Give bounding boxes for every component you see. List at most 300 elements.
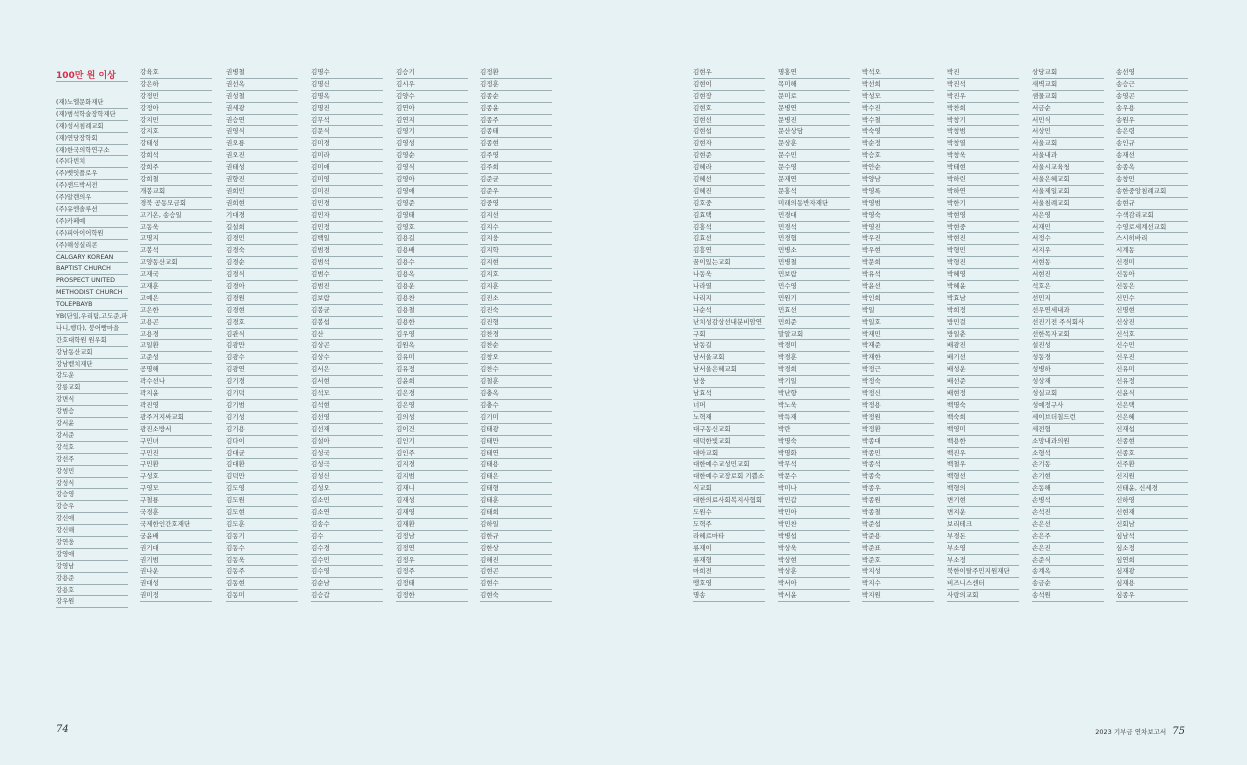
donor-name: 문재연 xyxy=(778,174,850,186)
donor-name: 말알교회 xyxy=(778,329,850,341)
donor-name: 박현영 xyxy=(947,210,1019,222)
donor-name: 김민정 xyxy=(311,222,383,234)
donor-name: 강지민 xyxy=(140,115,212,127)
donor-name: 박진우 xyxy=(947,91,1019,103)
donor-name: 김윤희 xyxy=(396,376,468,388)
donor-name: 김성오 xyxy=(311,483,383,495)
donor-name: 김상수 xyxy=(311,352,383,364)
donor-name: 길설희 xyxy=(226,222,298,234)
donor-name: 김현장 xyxy=(693,91,765,103)
donor-name: (주)벳잇플로우 xyxy=(56,168,128,180)
donor-name: 김기미 xyxy=(480,412,552,424)
donor-name: 세전협 xyxy=(1032,424,1104,436)
donor-name: 박안순 xyxy=(862,162,934,174)
donor-name: 박종대 xyxy=(862,436,934,448)
donor-name: 김현이 xyxy=(693,79,765,91)
donor-name: 강지호 xyxy=(140,126,212,138)
donor-name: 김태희 xyxy=(480,507,552,519)
donor-name: 스시히바리 xyxy=(1116,233,1188,245)
donor-name: 신윤식 xyxy=(1116,388,1188,400)
donor-name: 박무석 xyxy=(778,459,850,471)
donor-name: 김홍석 xyxy=(693,222,765,234)
donor-name: 구영모 xyxy=(140,483,212,495)
donor-name: 김효택 xyxy=(693,210,765,222)
donor-name: 김주희 xyxy=(480,162,552,174)
org-column xyxy=(56,97,128,608)
donor-name: 송승근 xyxy=(1116,79,1188,91)
donor-name: 심남석 xyxy=(1116,531,1188,543)
donor-name: 박태현 xyxy=(947,162,1019,174)
donor-name: 김태형 xyxy=(480,483,552,495)
donor-name: 김정훈 xyxy=(480,79,552,91)
donor-name: 방일춘 xyxy=(947,329,1019,341)
donor-name: 서울은혜교회 xyxy=(1032,174,1104,186)
donor-name: 박현중 xyxy=(947,222,1019,234)
donor-name: 백철우 xyxy=(947,459,1019,471)
donor-name: 강신해 xyxy=(56,525,128,537)
donor-name: 박지수 xyxy=(862,578,934,590)
donor-name: 김소민 xyxy=(311,495,383,507)
donor-name: 김주영 xyxy=(480,150,552,162)
donor-name: 김봉균 xyxy=(311,305,383,317)
donor-name: 박하린 xyxy=(947,174,1019,186)
donor-name: 김원옥 xyxy=(396,340,468,352)
donor-name: 식교회 xyxy=(693,483,765,495)
donor-name: 김명신 xyxy=(311,79,383,91)
donor-name: 대한의료사회복지사협회 xyxy=(693,495,765,507)
donor-name: 박진석 xyxy=(947,79,1019,91)
donor-name: 고준성 xyxy=(140,352,212,364)
donor-name: 김우영 xyxy=(396,329,468,341)
left-page-number: 74 xyxy=(56,724,69,735)
donor-name: 강승우 xyxy=(56,501,128,513)
donor-name: 김송수 xyxy=(311,519,383,531)
donor-name: 김명옥 xyxy=(311,91,383,103)
donor-name: 박한기 xyxy=(947,198,1019,210)
donor-name: 김도현 xyxy=(226,507,298,519)
donor-name: 김대균 xyxy=(226,448,298,460)
donor-name: 난치성감상선내분비암연 xyxy=(693,317,765,329)
donor-name: 김순남 xyxy=(311,578,383,590)
donor-name: 권기범 xyxy=(140,555,212,567)
donor-name: 김준균 xyxy=(480,174,552,186)
donor-name: 김동수 xyxy=(226,543,298,555)
donor-name: 김현선 xyxy=(693,115,765,127)
footer-report-title xyxy=(1095,726,1185,737)
donor-name: 노혁재 xyxy=(693,412,765,424)
donor-name: 배광진 xyxy=(947,340,1019,352)
donor-name: 송창민 xyxy=(1116,174,1188,186)
left-col-2 xyxy=(311,67,383,602)
donor-name: 김문식 xyxy=(311,126,383,138)
donor-name: 김동기 xyxy=(226,531,298,543)
donor-name: 권향진 xyxy=(226,174,298,186)
donor-name: 구성호 xyxy=(140,471,212,483)
donor-name: 김보람 xyxy=(311,293,383,305)
donor-name: 김은영 xyxy=(396,400,468,412)
donor-name: (재)성서침례교회 xyxy=(56,121,128,133)
donor-name: 강도운 xyxy=(56,370,128,382)
donor-name: 수영로세계선교회 xyxy=(1116,222,1188,234)
donor-name: 송한중앙침례교회 xyxy=(1116,186,1188,198)
donor-name: 신종호 xyxy=(1116,448,1188,460)
donor-name: 김종순 xyxy=(480,91,552,103)
donor-name: 김명수 xyxy=(311,67,383,79)
donor-name: 박성모 xyxy=(862,91,934,103)
donor-name: 궁윤배 xyxy=(140,531,212,543)
donor-name: 박숙영 xyxy=(862,126,934,138)
donor-name: 손준식 xyxy=(1032,555,1104,567)
donor-name: 손기현 xyxy=(1032,471,1104,483)
donor-name: 김민자 xyxy=(311,210,383,222)
donor-name: 고봉석 xyxy=(140,245,212,257)
donor-name: 박영범 xyxy=(862,198,934,210)
donor-name: 김준우 xyxy=(480,186,552,198)
donor-name: 박우진 xyxy=(862,233,934,245)
donor-name: 김태용 xyxy=(480,459,552,471)
donor-name: 김한상 xyxy=(480,543,552,555)
donor-name: 박종철 xyxy=(862,507,934,519)
donor-name: 박영숙 xyxy=(862,210,934,222)
donor-name: (주)유엔솔루션 xyxy=(56,204,128,216)
donor-name: 김이건 xyxy=(396,424,468,436)
left-col-0 xyxy=(140,67,212,602)
donor-name: 김용수 xyxy=(396,257,468,269)
donor-name: 고명지 xyxy=(140,233,212,245)
donor-name: 김동욱 xyxy=(226,555,298,567)
donor-name: 권희민 xyxy=(226,186,298,198)
donor-name: 김경순 xyxy=(226,257,298,269)
donor-name: 라헤르마타 xyxy=(693,531,765,543)
donor-name: 김광만 xyxy=(226,340,298,352)
donor-name: 서금순 xyxy=(1032,103,1104,115)
donor-name: 박하연 xyxy=(947,186,1019,198)
donor-name: 민경석 xyxy=(778,222,850,234)
donor-name: 명송 xyxy=(693,590,765,602)
donor-name: 김혜진 xyxy=(693,186,765,198)
donor-name: 김태연 xyxy=(480,448,552,460)
donor-name: 신재섭 xyxy=(1116,424,1188,436)
donor-name: 김선영 xyxy=(311,412,383,424)
donor-name: 기대경 xyxy=(226,210,298,222)
donor-name: 신태윤, 신세경 xyxy=(1116,483,1188,495)
donor-name: 강범승 xyxy=(56,406,128,418)
donor-name: 송계옥 xyxy=(1032,566,1104,578)
donor-name: 강육호 xyxy=(140,67,212,79)
donor-name: 강정아 xyxy=(140,103,212,115)
donor-name: 변지운 xyxy=(947,507,1019,519)
donor-name: 박상욱 xyxy=(778,543,850,555)
donor-name: 박민찬 xyxy=(778,519,850,531)
donor-name: 손동해 xyxy=(1032,483,1104,495)
donor-name: 김수영 xyxy=(311,566,383,578)
donor-name: 김기덕 xyxy=(226,388,298,400)
donor-name: 김대환 xyxy=(226,459,298,471)
donor-name: 문수민 xyxy=(778,150,850,162)
donor-name: 김성국 xyxy=(311,448,383,460)
donor-name: 소망내과의원 xyxy=(1032,436,1104,448)
donor-name: 부소정 xyxy=(947,555,1019,567)
donor-name: 곽진영 xyxy=(140,400,212,412)
report-title: 2023 기부금 연차보고서 xyxy=(1095,728,1167,736)
donor-name: 송영곤 xyxy=(1116,91,1188,103)
donor-name: 비즈니스센터 xyxy=(947,578,1019,590)
donor-name: 박창열 xyxy=(947,138,1019,150)
donor-name: 배현정 xyxy=(947,388,1019,400)
donor-name: 고재훈 xyxy=(140,281,212,293)
donor-name: 신유정 xyxy=(1116,376,1188,388)
donor-name: 부경돈 xyxy=(947,531,1019,543)
donor-name: 박종우 xyxy=(862,483,934,495)
donor-name: 김재성 xyxy=(396,495,468,507)
donor-name: 국제한인간호재단 xyxy=(140,519,212,531)
donor-name: 김연아 xyxy=(396,103,468,115)
donor-name: 김양수 xyxy=(396,91,468,103)
donor-name: 김도원 xyxy=(226,495,298,507)
donor-name: 김지학 xyxy=(480,245,552,257)
donor-name: 강성식 xyxy=(56,478,128,490)
donor-name: 북한이탈주민지원재단 xyxy=(947,566,1019,578)
donor-name: 강용준 xyxy=(56,573,128,585)
donor-name: 김미라 xyxy=(311,150,383,162)
donor-name: YB(단일,우리팀,고도준,파 xyxy=(56,311,128,323)
donor-name: 성예정구사 xyxy=(1032,400,1104,412)
donor-name: 김찬경 xyxy=(480,329,552,341)
donor-name: 신우진 xyxy=(1116,352,1188,364)
donor-name: 구민환 xyxy=(140,459,212,471)
donor-name: CALGARY KOREAN xyxy=(56,252,128,264)
donor-name: 박준호 xyxy=(862,555,934,567)
donor-name: 박창기 xyxy=(947,115,1019,127)
donor-name: 김범수 xyxy=(311,269,383,281)
donor-name: 나동욱 xyxy=(693,269,765,281)
donor-name: 미래의동반자재단 xyxy=(778,198,850,210)
donor-name: 김지훈 xyxy=(480,281,552,293)
donor-name: 신유미 xyxy=(1116,364,1188,376)
donor-name: 박정환 xyxy=(862,424,934,436)
donor-name: 김용찬 xyxy=(396,293,468,305)
donor-name: 박혜윤 xyxy=(947,281,1019,293)
donor-name: 박재한 xyxy=(862,352,934,364)
donor-name: 김광연 xyxy=(226,364,298,376)
donor-name: 대덕한빛교회 xyxy=(693,436,765,448)
donor-name: 김영아 xyxy=(396,174,468,186)
donor-name: 김기범 xyxy=(226,400,298,412)
donor-name: 신지원 xyxy=(1116,471,1188,483)
donor-name: 김태광 xyxy=(480,424,552,436)
donor-name: 박영진 xyxy=(862,222,934,234)
donor-name: 경북 공동모금회 xyxy=(140,198,212,210)
donor-name: 김진소 xyxy=(480,293,552,305)
donor-name: 박경미 xyxy=(778,340,850,352)
donor-name: 김승기 xyxy=(396,67,468,79)
donor-name: 김기경 xyxy=(226,376,298,388)
donor-name: 권영식 xyxy=(226,126,298,138)
donor-name: 김영성 xyxy=(396,138,468,150)
donor-name: 신하영 xyxy=(1116,495,1188,507)
right-col-4 xyxy=(1032,67,1104,602)
donor-name: 강영남 xyxy=(56,561,128,573)
donor-name: 문상훈 xyxy=(778,138,850,150)
donor-name: (주)해성실리콘 xyxy=(56,240,128,252)
donor-name: 맹호영 xyxy=(693,578,765,590)
donor-name: 신종현 xyxy=(1116,436,1188,448)
donor-name: 강면식 xyxy=(56,394,128,406)
donor-name: 서현동 xyxy=(1032,257,1104,269)
donor-name: 김태훈 xyxy=(480,495,552,507)
donor-name: 손은주 xyxy=(1032,531,1104,543)
donor-name: 신은택 xyxy=(1116,400,1188,412)
donor-name: 김영호 xyxy=(396,222,468,234)
donor-name: 강성민 xyxy=(56,466,128,478)
donor-name: 백형의 xyxy=(947,483,1019,495)
donor-name: (주)알렌의우 xyxy=(56,192,128,204)
donor-name: 강신애 xyxy=(56,513,128,525)
donor-name: 샘물교회 xyxy=(1032,91,1104,103)
donor-name: 김현섭 xyxy=(693,126,765,138)
donor-name: (재)연당장학회 xyxy=(56,133,128,145)
donor-name: (재)노엘문화재단 xyxy=(56,97,128,109)
donor-name: 손기동 xyxy=(1032,459,1104,471)
donor-name: 박형진 xyxy=(947,257,1019,269)
donor-name: 박정원 xyxy=(862,412,934,424)
donor-name: 박희정 xyxy=(947,305,1019,317)
donor-name: 김재영 xyxy=(396,507,468,519)
donor-name: 신은혜 xyxy=(1116,412,1188,424)
donor-name: 송은령 xyxy=(1116,126,1188,138)
donor-name: 심종우 xyxy=(1116,590,1188,602)
donor-name: 나니,행다), 붕어빵마을 xyxy=(56,323,128,335)
donor-name: 대아교회 xyxy=(693,448,765,460)
donor-name: 김경숙 xyxy=(226,245,298,257)
donor-name: 선우연세내과 xyxy=(1032,305,1104,317)
donor-name: 박상현 xyxy=(778,555,850,567)
donor-name: 김경원 xyxy=(226,293,298,305)
donor-name: 신민수 xyxy=(1116,293,1188,305)
donor-name: 국경훈 xyxy=(140,507,212,519)
donor-name: 박재민 xyxy=(862,329,934,341)
donor-name: 김수 xyxy=(311,531,383,543)
donor-name: 권오룡 xyxy=(226,138,298,150)
donor-name: 나리지 xyxy=(693,293,765,305)
donor-name: 고동욱 xyxy=(140,222,212,234)
donor-name: 김현준 xyxy=(693,150,765,162)
donor-name: 박종원 xyxy=(862,495,934,507)
donor-name: 김동미 xyxy=(226,590,298,602)
donor-name: 김경식 xyxy=(226,269,298,281)
donor-name: 민효선 xyxy=(778,305,850,317)
donor-name: 박선희 xyxy=(862,79,934,91)
donor-name: 권나운 xyxy=(140,566,212,578)
donor-name: 박서아 xyxy=(778,578,850,590)
donor-name: 박형민 xyxy=(947,245,1019,257)
donor-name: 나순석 xyxy=(693,305,765,317)
donor-name: (주)카페예 xyxy=(56,216,128,228)
left-col-4 xyxy=(480,67,552,602)
donor-name: (재)범석학술장학재단 xyxy=(56,109,128,121)
donor-name: 문산상담 xyxy=(778,126,850,138)
donor-name: 권대성 xyxy=(140,578,212,590)
donor-name: 김종현 xyxy=(480,138,552,150)
donor-name: 김현자 xyxy=(693,138,765,150)
donor-name: 김미진 xyxy=(311,186,383,198)
donor-name: 서지우 xyxy=(1032,245,1104,257)
donor-name: TOLEPBAYB xyxy=(56,299,128,311)
donor-name: 손병석 xyxy=(1032,495,1104,507)
donor-name: (주)다빈치 xyxy=(56,156,128,168)
donor-name: 김정연 xyxy=(396,543,468,555)
donor-name: 신동은 xyxy=(1116,281,1188,293)
donor-name: 김용길 xyxy=(396,233,468,245)
donor-name: 김지수 xyxy=(480,222,552,234)
donor-name: 민병철 xyxy=(778,257,850,269)
donor-name: 너머 xyxy=(693,400,765,412)
donor-name: 박경훈 xyxy=(778,352,850,364)
section-heading: 100만 원 이상 xyxy=(56,71,116,81)
donor-name: 김설아 xyxy=(311,436,383,448)
donor-name: 민병소 xyxy=(778,245,850,257)
donor-name: 박일 xyxy=(862,305,934,317)
right-page-number: 75 xyxy=(1172,726,1185,737)
donor-name: 서울시교육청 xyxy=(1032,162,1104,174)
donor-name: 심재용 xyxy=(1116,578,1188,590)
donor-name: 민보람 xyxy=(778,269,850,281)
donor-name: 박정근 xyxy=(862,364,934,376)
right-col-3 xyxy=(947,67,1019,602)
donor-name: 김현곤 xyxy=(480,566,552,578)
donor-name: 권선옥 xyxy=(226,79,298,91)
donor-name: 구민진 xyxy=(140,448,212,460)
donor-name: 박문희 xyxy=(862,257,934,269)
donor-name: 김경현 xyxy=(226,305,298,317)
donor-name: 김연지 xyxy=(396,115,468,127)
donor-name: 김석현 xyxy=(311,400,383,412)
donor-name: 도원수 xyxy=(693,507,765,519)
donor-name: 김미경 xyxy=(311,138,383,150)
donor-name: 박종숙 xyxy=(862,471,934,483)
donor-name: 도혁주 xyxy=(693,519,765,531)
donor-name: 김기성 xyxy=(226,412,298,424)
donor-name: 강용호 xyxy=(56,585,128,597)
donor-name: 김하일 xyxy=(480,519,552,531)
donor-name: 성동경 xyxy=(1032,352,1104,364)
donor-name: 구민녀 xyxy=(140,436,212,448)
donor-name: 선진기전 주식회사 xyxy=(1032,317,1104,329)
donor-name: 대한예수교성민교회 xyxy=(693,459,765,471)
donor-name: 김충수 xyxy=(480,400,552,412)
donor-name: 대구동신교회 xyxy=(693,424,765,436)
donor-name: 공명해 xyxy=(140,364,212,376)
donor-name: 박미나 xyxy=(778,483,850,495)
donor-name: 성상재 xyxy=(1032,376,1104,388)
donor-name: 박경희 xyxy=(778,364,850,376)
donor-name: 김영애 xyxy=(396,186,468,198)
donor-name: 강정민 xyxy=(140,91,212,103)
donor-name: 강희철 xyxy=(140,174,212,186)
donor-name: 남서울교회 xyxy=(693,352,765,364)
donor-name: 김철훈 xyxy=(480,376,552,388)
donor-name: 김찬순 xyxy=(480,340,552,352)
donor-name: 목미해 xyxy=(778,79,850,91)
donor-name: 박기일 xyxy=(778,376,850,388)
donor-name: 류재형 xyxy=(693,555,765,567)
donor-name: 서민식 xyxy=(1032,115,1104,127)
donor-name: 김지웅 xyxy=(480,233,552,245)
donor-name: 배선준 xyxy=(947,376,1019,388)
donor-name: 김동주 xyxy=(226,566,298,578)
donor-name: 박민갑 xyxy=(778,495,850,507)
donor-name: 김범석 xyxy=(311,257,383,269)
